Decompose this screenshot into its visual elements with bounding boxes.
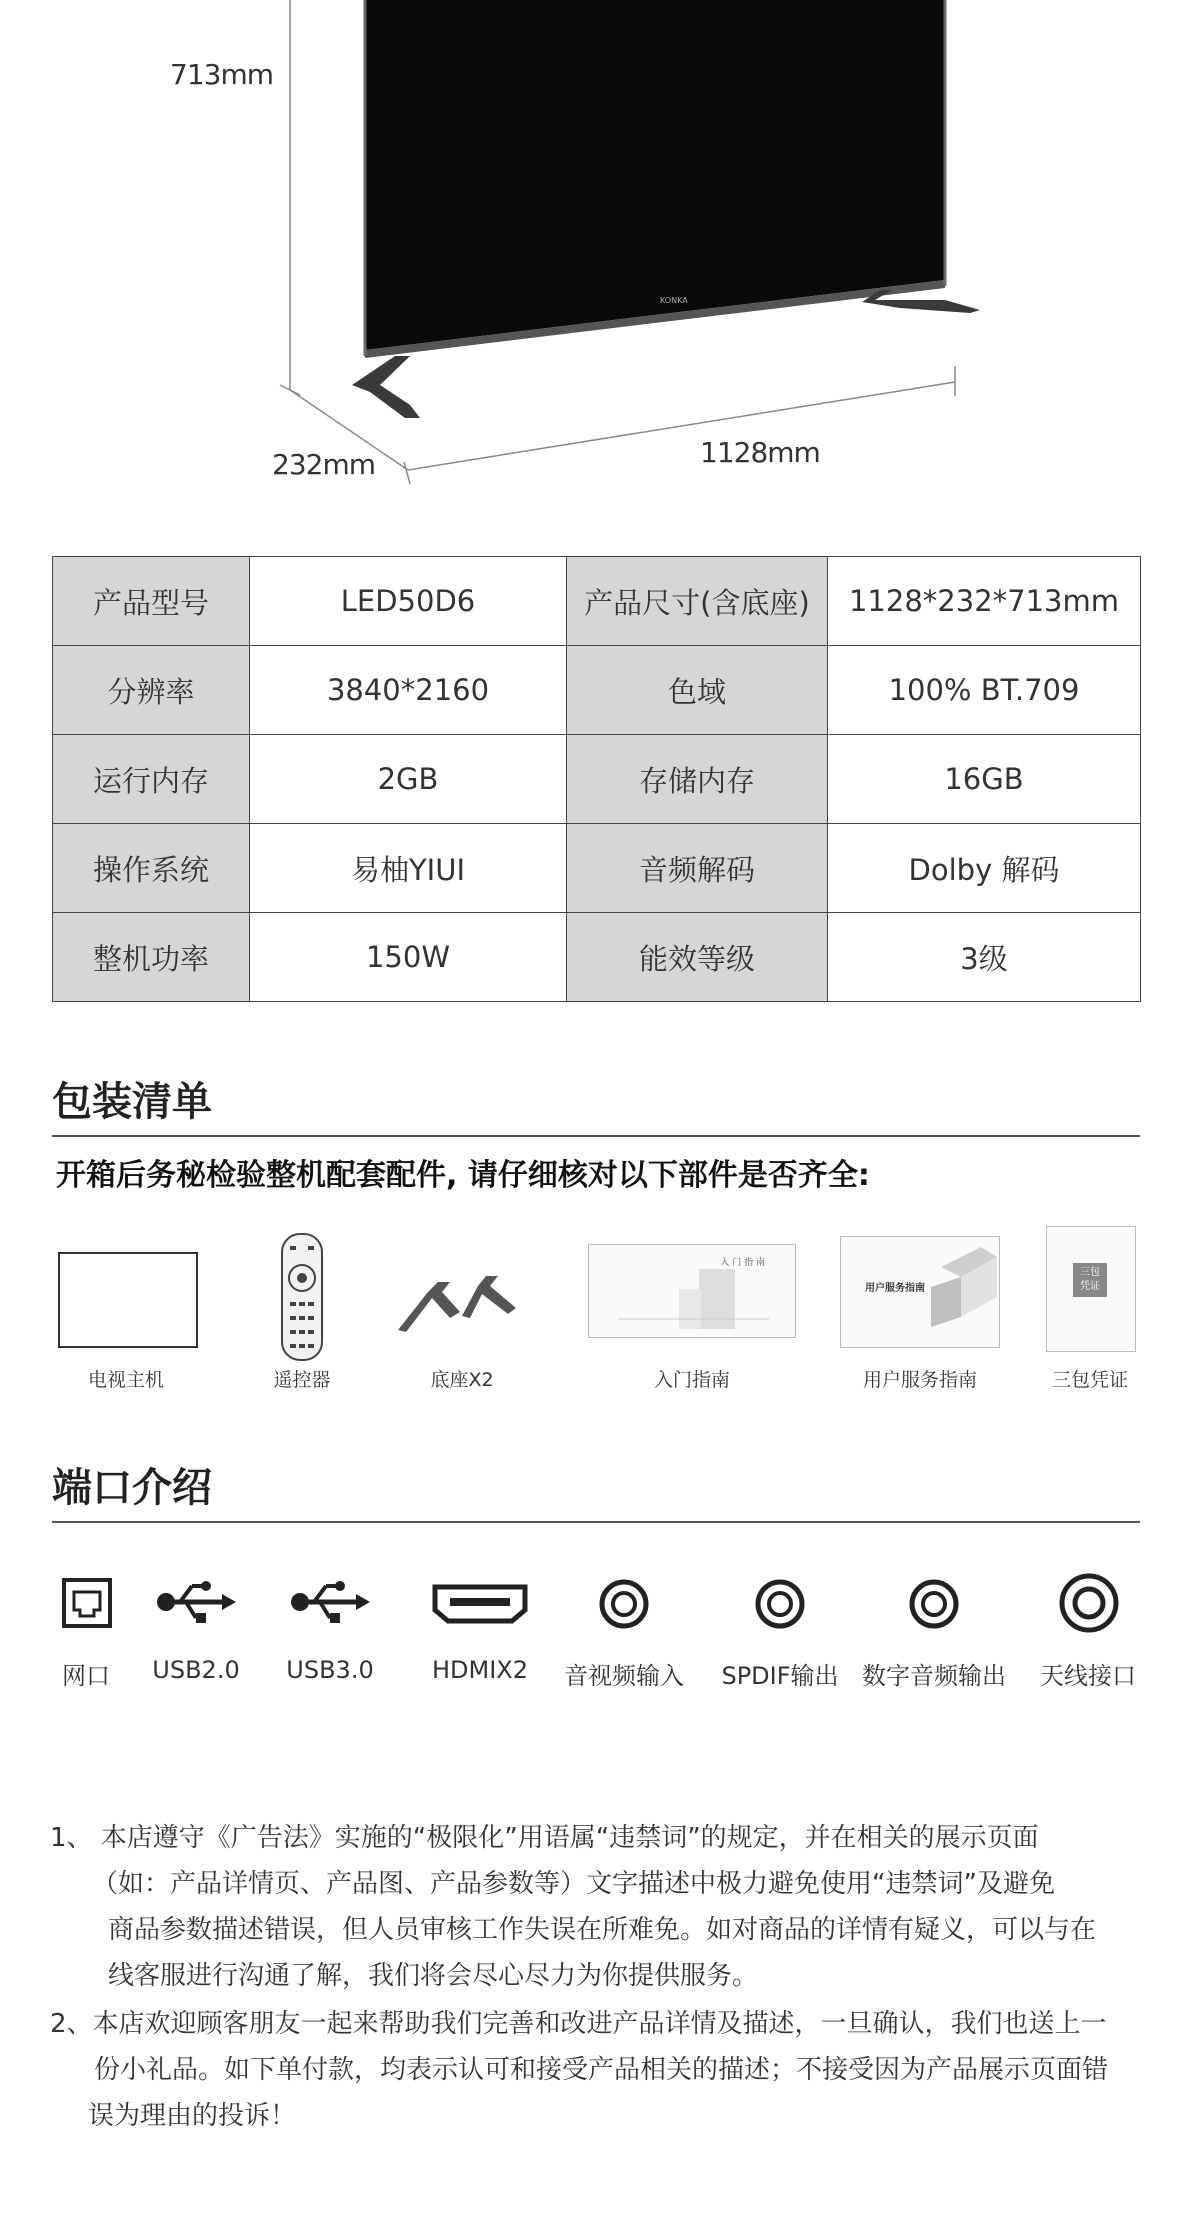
- av-jack-icon: [598, 1578, 650, 1634]
- note-line: （如：产品详情页、产品图、产品参数等）文字描述中极力避免使用“违禁词”及避免: [92, 1869, 1055, 1899]
- tv-brand-logo: KONKA: [660, 296, 688, 305]
- spec-value: 3级: [828, 913, 1141, 1002]
- spec-value: 1128*232*713mm: [828, 557, 1141, 646]
- ports-section-title: 端口介绍: [52, 1465, 212, 1511]
- height-dimension-label: 713mm: [170, 58, 273, 91]
- port-label: 天线接口: [1040, 1662, 1136, 1690]
- spec-label: 色域: [567, 646, 828, 735]
- port-label: 网口: [62, 1662, 110, 1690]
- antenna-jack-icon: [1058, 1572, 1120, 1638]
- stand-image: [398, 1272, 526, 1348]
- port-label: USB2.0: [152, 1656, 240, 1684]
- spec-value: 3840*2160: [250, 646, 567, 735]
- table-row: [53, 646, 1141, 735]
- warranty-stamp: [1073, 1263, 1107, 1297]
- digital-audio-jack-icon: [908, 1578, 960, 1634]
- note-line: 份小礼品。如下单付款，均表示认可和接受产品相关的描述；不接受因为产品展示页面错: [94, 2055, 1109, 2085]
- table-row: [53, 557, 1141, 646]
- spdif-jack-icon: [754, 1578, 806, 1634]
- width-dimension-label: 1128mm: [700, 436, 820, 469]
- spec-label: 整机功率: [53, 913, 250, 1002]
- spec-value: 150W: [250, 913, 567, 1002]
- note-line: 商品参数描述错误，但人员审核工作失误在所难免。如对商品的详情有疑义，可以与在: [108, 1915, 1097, 1945]
- packing-item-label: 遥控器: [273, 1369, 331, 1391]
- packing-item-label: 用户服务指南: [862, 1369, 977, 1391]
- spec-table: [52, 556, 1141, 1002]
- spec-value: 16GB: [828, 735, 1141, 824]
- remote-image: [280, 1232, 324, 1362]
- spec-value: Dolby 解码: [828, 824, 1141, 913]
- hdmi-port-icon: [432, 1584, 528, 1628]
- spec-label: 产品尺寸(含底座): [567, 557, 828, 646]
- port-label: HDMIX2: [431, 1656, 529, 1684]
- table-row: [53, 913, 1141, 1002]
- note-line: 误为理由的投诉！: [88, 2101, 297, 2131]
- packing-section-title: 包装清单: [52, 1079, 212, 1125]
- table-row: [53, 735, 1141, 824]
- spec-label: 操作系统: [53, 824, 250, 913]
- packing-item-label: 三包凭证: [1051, 1369, 1128, 1391]
- spec-label: 产品型号: [53, 557, 250, 646]
- usb-icon: [156, 1580, 236, 1628]
- tv-body-image: [58, 1252, 198, 1348]
- note-line: 线客服进行沟通了解，我们将会尽心尽力为你提供服务。: [108, 1961, 759, 1991]
- spec-label: 音频解码: [567, 824, 828, 913]
- spec-value: LED50D6: [250, 557, 567, 646]
- spec-label: 能效等级: [567, 913, 828, 1002]
- ethernet-port-icon: [62, 1578, 112, 1632]
- packing-divider: [52, 1135, 1140, 1137]
- tv-dimension-diagram: [0, 0, 1198, 510]
- guide-cover-text: 入 门 指 南: [720, 1258, 765, 1268]
- usb-icon: [290, 1580, 370, 1628]
- packing-subtitle: 开箱后务秘检验整机配套配件, 请仔细核对以下部件是否齐全:: [56, 1158, 870, 1193]
- warranty-card-image: [1046, 1226, 1136, 1352]
- service-guide-cover-text: 用户服务指南: [865, 1283, 925, 1294]
- ports-divider: [52, 1521, 1140, 1523]
- note-line: 1、 本店遵守《广告法》实施的“极限化”用语属“违禁词”的规定，并在相关的展示页面: [50, 1823, 1039, 1853]
- spec-value: 100% BT.709: [828, 646, 1141, 735]
- table-row: [53, 824, 1141, 913]
- depth-dimension-label: 232mm: [272, 448, 375, 481]
- spec-value: 2GB: [250, 735, 567, 824]
- spec-label: 存储内存: [567, 735, 828, 824]
- spec-label: 运行内存: [53, 735, 250, 824]
- spec-value: 易柚YIUI: [250, 824, 567, 913]
- packing-item-label: 入门指南: [653, 1369, 730, 1391]
- note-line: 2、本店欢迎顾客朋友一起来帮助我们完善和改进产品详情及描述，一旦确认，我们也送上一: [50, 2009, 1107, 2039]
- quick-start-guide-image: [588, 1244, 796, 1338]
- warranty-stamp-line: 凭证: [1080, 1281, 1100, 1292]
- port-label: 音视频输入: [564, 1662, 684, 1690]
- warranty-stamp-line: 三包: [1080, 1267, 1100, 1278]
- user-service-guide-image: [840, 1236, 1000, 1348]
- packing-item-label: 电视主机: [87, 1369, 164, 1391]
- packing-item-label: 底座X2: [430, 1369, 494, 1391]
- spec-label: 分辨率: [53, 646, 250, 735]
- port-label: 数字音频输出: [862, 1662, 1006, 1690]
- port-label: USB3.0: [286, 1656, 374, 1684]
- port-label: SPDIF输出: [721, 1662, 839, 1690]
